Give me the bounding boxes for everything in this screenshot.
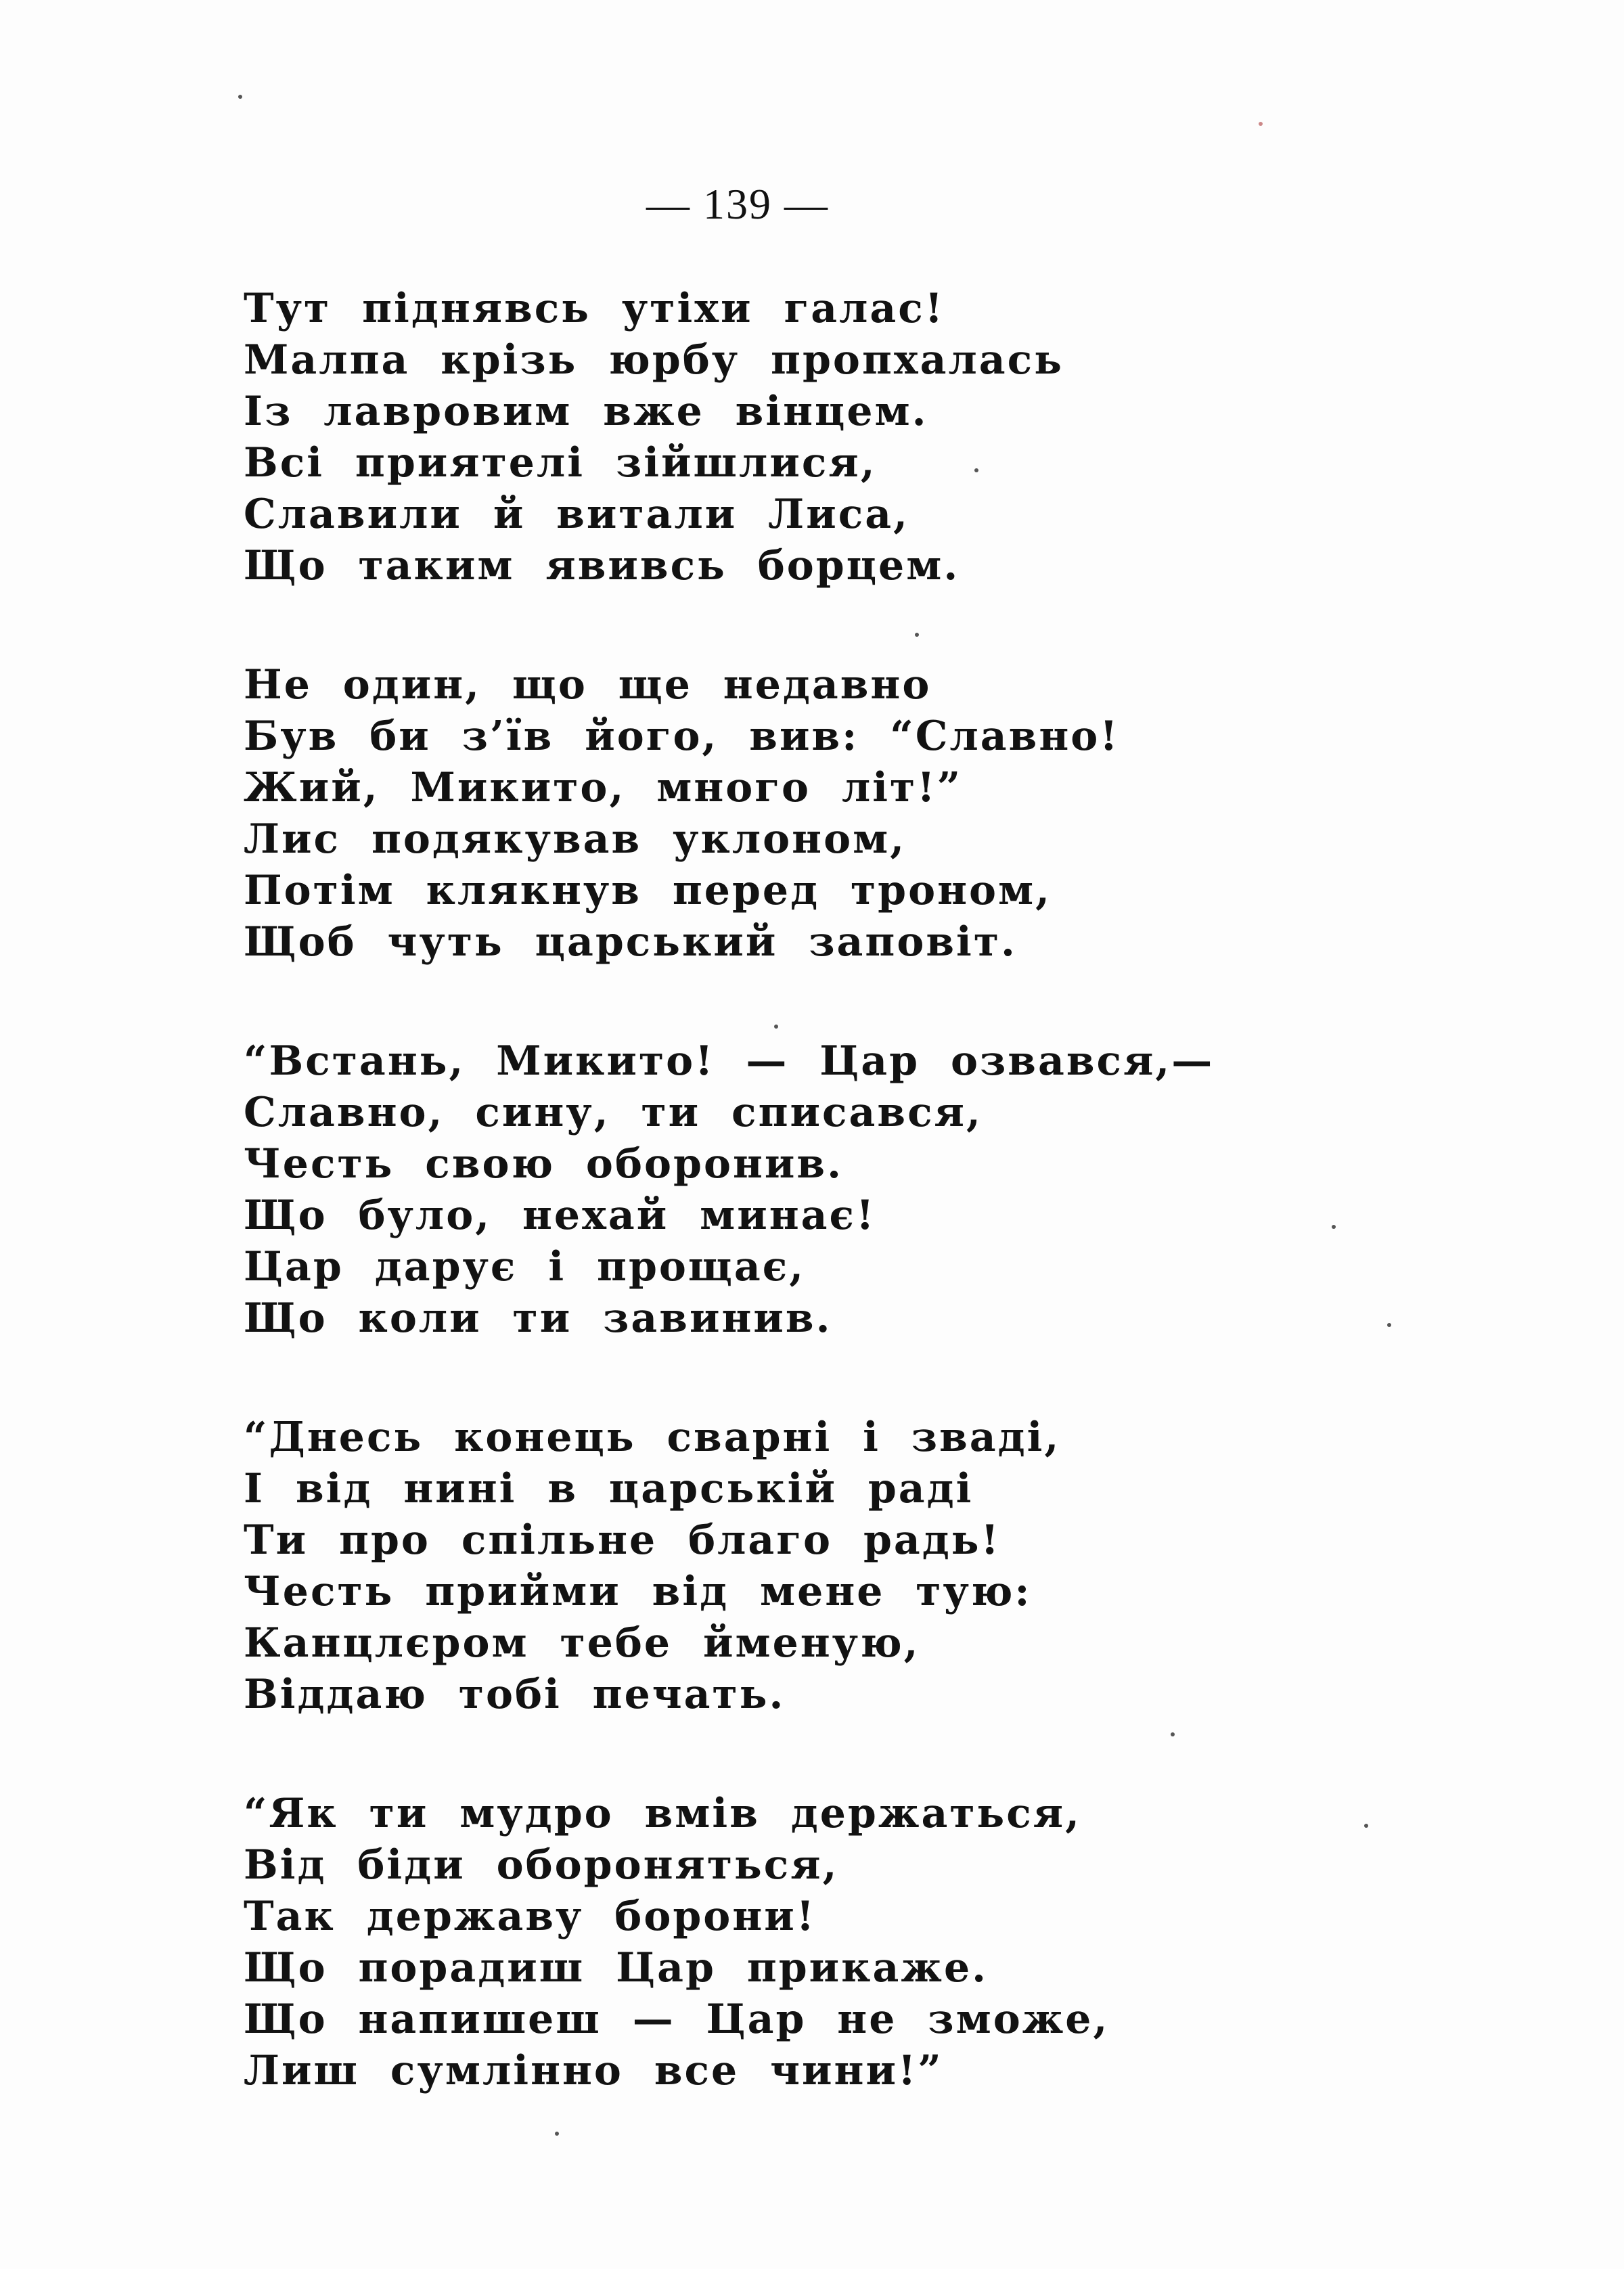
poem-line: Цар дарує і прощає, (244, 1243, 806, 1290)
poem-line: Честь свою оборонив. (244, 1140, 843, 1188)
poem-text (244, 283, 1543, 2096)
scan-speck (1332, 1225, 1336, 1229)
poem-line: Лиш сумлінно все чини!” (244, 2047, 943, 2094)
scan-speck (774, 1025, 778, 1029)
poem-line: І від нині в царській раді (244, 1465, 974, 1512)
poem-line: Не один, що ще недавно (244, 661, 932, 709)
poem-line: Що коли ти завинив. (244, 1295, 832, 1342)
poem-line: Що таким явивсь борцем. (244, 542, 960, 589)
stanza-2 (244, 659, 1543, 968)
poem-line: Що порадиш Цар прикаже. (244, 1944, 989, 1992)
page-number: — 139 — (646, 180, 829, 228)
poem-line: Лис подякував уклоном, (244, 815, 907, 863)
poem-line: Ти про спільне благо радь! (244, 1517, 1001, 1564)
poem-line: Славили й витали Лиса, (244, 491, 910, 538)
poem-line: Так державу борони! (244, 1893, 817, 1940)
poem-line: Віддаю тобі печать. (244, 1671, 786, 1718)
scan-speck (1259, 122, 1263, 126)
poem-line: Малпа крізь юрбу пропхалась (244, 336, 1064, 384)
poem-line: “Встань, Микито! — Цар озвався,— (244, 1037, 1215, 1085)
scan-speck (915, 633, 919, 637)
poem-line: Тут піднявсь утіхи галас! (244, 285, 945, 332)
scan-speck (1364, 1824, 1368, 1828)
stanza-4 (244, 1412, 1543, 1720)
poem-line: Із лавровим вже вінцем. (244, 388, 928, 435)
poem-line: Від біди обороняться, (244, 1841, 839, 1889)
poem-line: Був би з’їв його, вив: “Славно! (244, 713, 1120, 760)
stanza-1 (244, 283, 1543, 591)
poem-line: Честь прийми від мене тую: (244, 1568, 1032, 1615)
poem-line: Щоб чуть царський заповіт. (244, 918, 1017, 966)
stanza-5 (244, 1788, 1543, 2096)
scan-speck (1387, 1323, 1391, 1327)
poem-line: Що напишеш — Цар не зможе, (244, 1996, 1110, 2043)
scan-speck (974, 468, 978, 472)
poem-line: Всі приятелі зійшлися, (244, 439, 877, 487)
poem-line: Жий, Микито, много літ!” (244, 764, 963, 811)
poem-line: Що було, нехай минає! (244, 1192, 876, 1239)
poem-line: Потім клякнув перед троном, (244, 867, 1052, 914)
poem-line: “Як ти мудро вмів держаться, (244, 1790, 1081, 1837)
poem-line: Славно, сину, ти списався, (244, 1089, 983, 1136)
poem-line: “Днесь конець сварні і зваді, (244, 1414, 1061, 1461)
poem-line: Канцлєром тебе йменую, (244, 1619, 920, 1667)
scan-speck (1171, 1732, 1175, 1736)
scan-speck (555, 2132, 559, 2136)
stanza-3 (244, 1035, 1543, 1344)
scan-speck (238, 95, 242, 99)
